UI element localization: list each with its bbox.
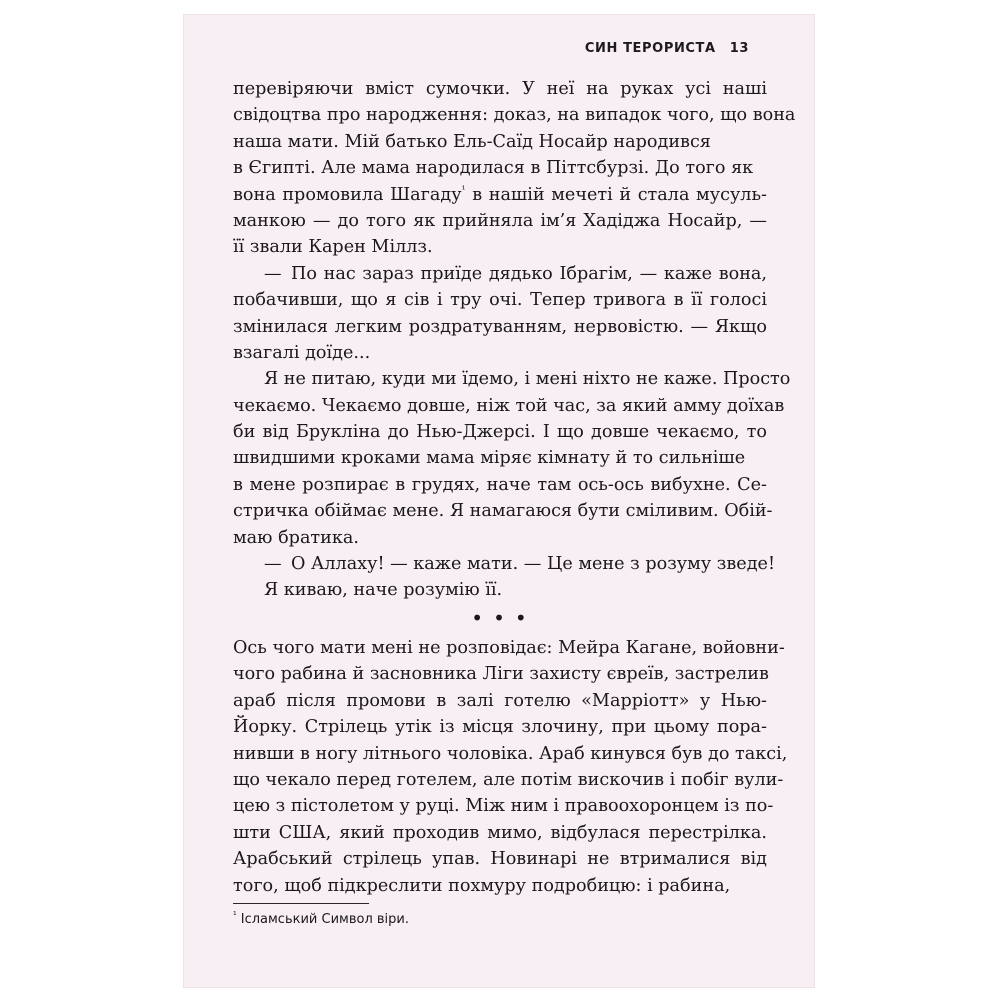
text-line: Ось чого мати мені не розповідає: Мейра Кагане, войовни- <box>233 638 785 658</box>
text-line: Я киваю, наче розумію її. <box>264 580 503 601</box>
text-fragment: По нас зараз приїде дядько Ібрагім, — каже вона, <box>291 263 767 284</box>
text-line: Йорку. Стрілець утік із місця злочину, при цьому пора- <box>233 717 767 738</box>
text-line: перевіряючи вміст сумочки. У неї на руках усі наші <box>233 79 767 99</box>
text-fragment: в нашій мечеті й стала мусуль- <box>465 184 768 205</box>
text-block-1 <box>233 76 796 604</box>
running-title: СИН ТЕРОРИСТА <box>584 41 716 56</box>
text-line: того, щоб підкреслити похмуру подробицю: і рабина, <box>233 875 731 896</box>
text-line: маю братика. <box>233 527 359 548</box>
text-line: швидшими кроками мама міряє кімнату й то сильніше <box>233 448 746 469</box>
text-line: чого рабина й засновника Ліги захисту євреїв, застрелив <box>233 664 769 685</box>
footnote-reference: ¹ <box>461 184 466 196</box>
text-line: Я не питаю, куди ми їдемо, і мені ніхто не каже. Просто <box>264 369 791 390</box>
footnote-marker: ¹ <box>233 911 237 921</box>
text-line <box>233 182 767 208</box>
text-line: шти США, який проходив мимо, відбулася перестрілка. <box>233 822 767 843</box>
dialog-dash: — <box>264 554 282 575</box>
footnote <box>233 912 409 927</box>
text-line: чекаємо. Чекаємо довше, ніж той час, за який амму доїхав <box>233 395 785 416</box>
text-line: побачивши, що я сів і тру очі. Тепер тривога в її голосі <box>233 290 767 311</box>
text-line: її звали Карен Міллз. <box>233 237 433 258</box>
book-page <box>183 14 815 988</box>
text-line: Арабський стрілець упав. Новинарі не втрималися від <box>233 849 767 870</box>
text-line: свідоцтва про народження: доказ, на випадок чого, що вона <box>233 105 796 126</box>
text-fragment: вона промовила Шагаду <box>233 184 462 205</box>
text-line: наша мати. Мій батько Ель-Саїд Носайр народився <box>233 131 711 152</box>
text-fragment: О Аллаху! — каже мати. — Це мене з розуму зведе! <box>291 554 776 575</box>
text-line: в Єгипті. Але мама народилася в Піттсбурзі. До того як <box>233 158 754 179</box>
dialog-line <box>233 551 776 577</box>
text-line: що чекало перед готелем, але потім вискочив і побіг вули- <box>233 769 784 790</box>
text-line: араб після промови в залі готелю «Марріотт» у Нью- <box>233 690 767 711</box>
text-line: нивши в ногу літнього чоловіка. Араб кинувся був до таксі, <box>233 743 788 764</box>
dialog-dash: — <box>264 263 282 284</box>
dialog-line <box>233 261 767 287</box>
text-line: змінилася легким роздратуванням, нервовістю. — Якщо <box>233 316 767 337</box>
section-separator: ••• <box>471 606 537 630</box>
text-line: би від Брукліна до Нью-Джерсі. І що довше чекаємо, то <box>233 422 767 443</box>
running-header <box>585 41 749 56</box>
text-line: стричка обіймає мене. Я намагаюся бути сміливим. Обій- <box>233 501 773 522</box>
footnote-text: Ісламський Символ віри. <box>236 912 409 927</box>
text-block-2 <box>233 635 788 899</box>
text-line: взагалі доїде... <box>233 342 371 363</box>
text-line: в мене розпирає в грудях, наче там ось-ось вибухне. Се- <box>233 474 767 495</box>
page-number: 13 <box>729 41 749 56</box>
text-line: цею з пістолетом у руці. Між ним і правоохоронцем із по- <box>233 796 774 817</box>
footnote-divider <box>233 903 369 904</box>
text-line: манкою — до того як прийняла ім’я Хадіджа Носайр, — <box>233 210 767 231</box>
